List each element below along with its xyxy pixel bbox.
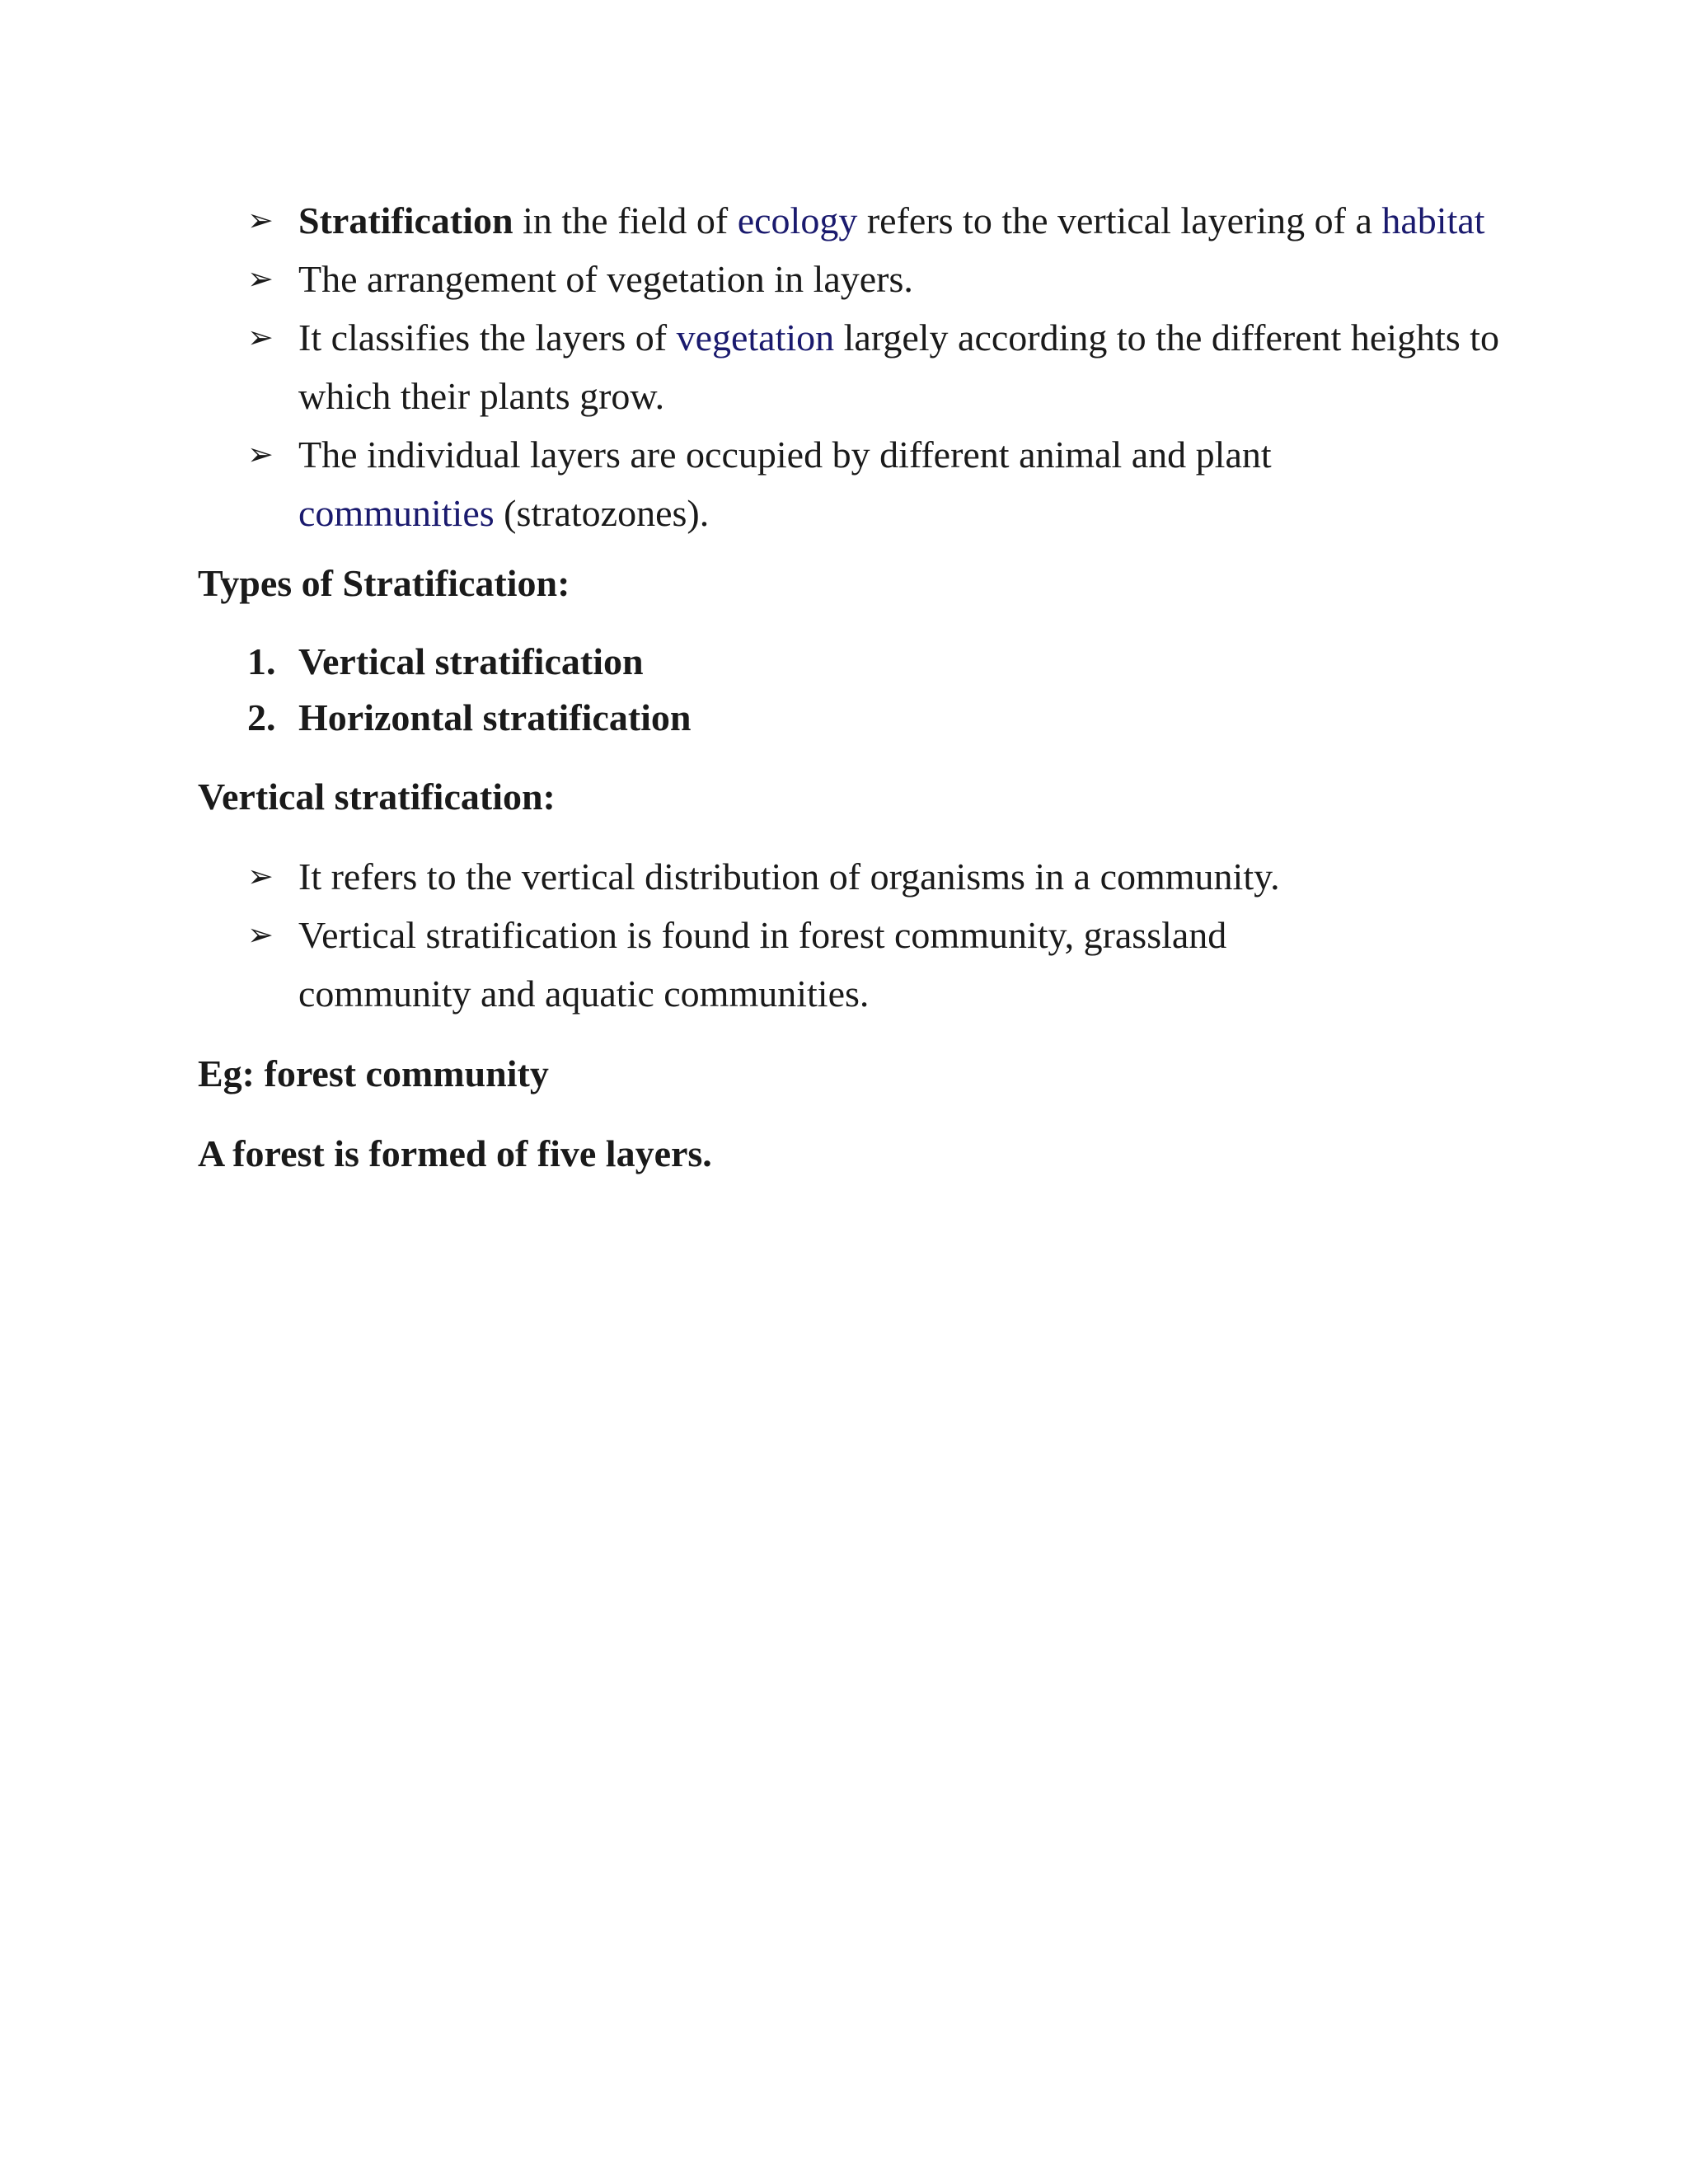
link-communities[interactable]: communities <box>298 492 495 534</box>
list-item <box>247 634 1508 690</box>
link-vegetation[interactable]: vegetation <box>676 316 835 359</box>
text-run: The arrangement of vegetation in layers. <box>298 258 913 300</box>
arrow-bullet-icon: ➢ <box>247 916 274 953</box>
intro-bullet-list <box>198 191 1508 542</box>
list-item-label: Horizontal stratification <box>298 696 692 738</box>
vertical-heading: Vertical stratification: <box>198 776 556 818</box>
list-number: 1. <box>247 640 276 682</box>
text-run: It refers to the vertical distribution of organisms in a community. <box>298 855 1280 898</box>
list-item <box>247 690 1508 746</box>
text-run: Vertical stratification is found in forest community, grassland community and aquatic communities. <box>298 914 1227 1015</box>
list-item-label: Vertical stratification <box>298 640 644 682</box>
arrow-bullet-icon: ➢ <box>247 202 274 238</box>
link-habitat[interactable]: habitat <box>1381 199 1485 241</box>
text-run: It classifies the layers of <box>298 316 677 359</box>
types-list <box>198 634 1508 746</box>
arrow-bullet-icon: ➢ <box>247 319 274 355</box>
link-ecology[interactable]: ecology <box>737 199 858 241</box>
list-item <box>247 425 1370 542</box>
text-run: (stratozones). <box>494 492 710 534</box>
list-item <box>247 847 1508 906</box>
text-run: refers to the vertical layering of a <box>857 199 1382 241</box>
list-item <box>247 250 1508 308</box>
document-content <box>198 191 1508 1183</box>
list-item <box>247 906 1403 1023</box>
text-run: The individual layers are occupied by different animal and plant <box>298 434 1272 476</box>
list-item <box>247 308 1518 425</box>
arrow-bullet-icon: ➢ <box>247 436 274 472</box>
vertical-bullet-list <box>198 847 1508 1023</box>
example-heading: Eg: forest community <box>198 1052 549 1094</box>
text-run: in the field of <box>513 199 738 241</box>
text-run: largely according to the different heights to which their plants grow. <box>298 316 1500 417</box>
term-stratification: Stratification <box>298 199 513 241</box>
list-number: 2. <box>247 696 276 738</box>
types-heading: Types of Stratification: <box>198 562 570 604</box>
arrow-bullet-icon: ➢ <box>247 260 274 297</box>
forest-statement: A forest is formed of five layers. <box>198 1132 712 1174</box>
list-item <box>247 191 1518 250</box>
arrow-bullet-icon: ➢ <box>247 858 274 894</box>
